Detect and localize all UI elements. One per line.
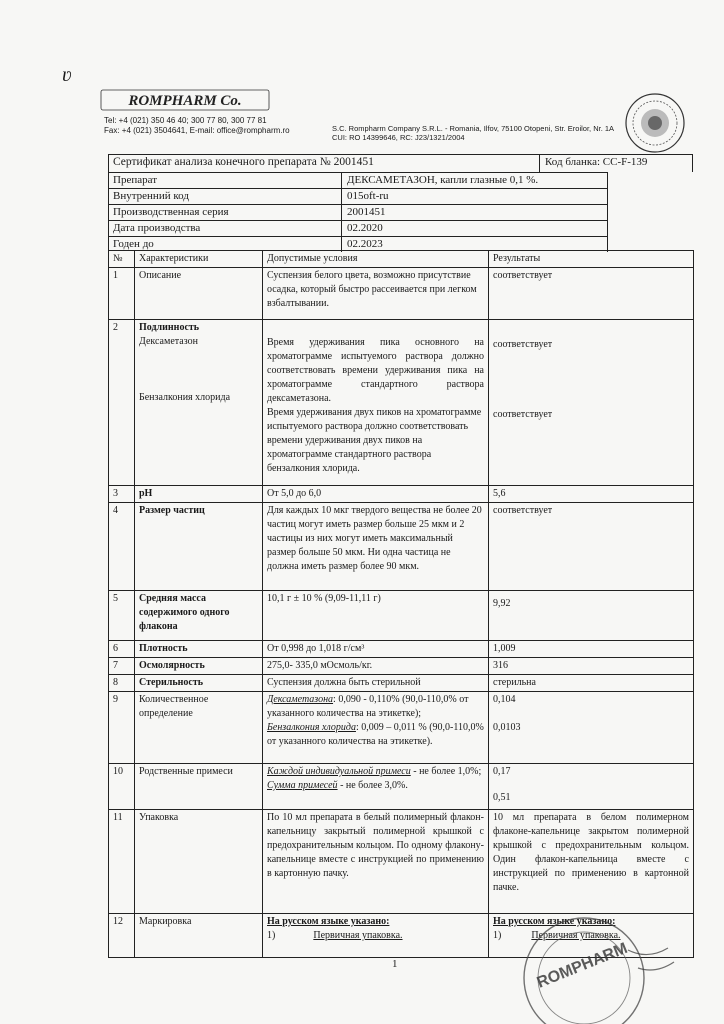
table-row (109, 486, 694, 503)
header-num: № (109, 251, 135, 268)
contact-line: Tel: +4 (021) 350 46 40; 300 77 80, 300 77 81 (104, 116, 267, 125)
analysis-table (108, 250, 694, 958)
field-label: Годен до (113, 238, 154, 250)
row-result (489, 692, 694, 764)
company-logo (100, 86, 270, 112)
row-cond-part (267, 693, 484, 721)
form-code: Код бланка: CC-F-139 (545, 156, 648, 168)
company-info (332, 124, 614, 142)
row-cond-part: Время удерживания двух пиков на хроматограмме испытуемого раствора должно соответствовать времени удерживания двух пиков на хроматограмме стандартного раствора бензалкония хлорида. (267, 407, 482, 474)
row-result: соответствует (489, 268, 694, 320)
row-char: pH (135, 486, 263, 503)
row-num: 1 (109, 268, 135, 320)
cond-label: Бензалкония хлорида (267, 722, 356, 733)
item-num: 1) (267, 930, 276, 941)
cond-item (267, 929, 484, 943)
company-line: CUI: RO 14399646, RC: J23/1321/2004 (332, 133, 465, 142)
company-stamp-icon (508, 910, 684, 1024)
company-line: S.C. Rompharm Company S.R.L. - Romania, Ilfov, 75100 Otopeni, Str. Eroilor, Nr. 1A (332, 124, 615, 133)
row-num: 10 (109, 764, 135, 810)
row-cond (263, 320, 489, 486)
row-num: 7 (109, 658, 135, 675)
field-label: Препарат (113, 174, 157, 186)
row-num: 5 (109, 591, 135, 641)
row-num: 9 (109, 692, 135, 764)
contact-info (104, 116, 290, 136)
certificate-title: Сертификат анализа конечного препарата № 2001451 (113, 156, 374, 168)
row-cond: От 5,0 до 6,0 (263, 486, 489, 503)
cond-heading: На русском языке указано: (267, 916, 390, 927)
logo-text: ROMPHARM Co. (128, 93, 242, 109)
row-cond (263, 764, 489, 810)
row-cond: 10,1 г ± 10 % (9,09-11,11 г) (263, 591, 489, 641)
cond-text: : 0,009 – 0,011 % (90,0-110,0% от указанного количества на этикетке). (267, 722, 484, 747)
row-char: Размер частиц (135, 503, 263, 591)
row-cond: Для каждых 10 мкг твердого вещества не более 20 частиц могут иметь размер больше 25 мкм и 2 частицы из них могут иметь максимальный размер больше 50 мкм. Ни одна частица не должна иметь размер более 90 мкм. (263, 503, 489, 591)
table-row (109, 320, 694, 486)
row-result: 10 мл препарата в белом полимерном флаконе-капельнице закрытом полимерной крышкой с предохранительным кольцом. Один флакон-капельница вместе с инструкцией по применению в картонной пачке. (489, 810, 694, 914)
row-num: 2 (109, 320, 135, 486)
item-num: 1) (493, 930, 502, 941)
result-heading: На русском языке указано: (493, 916, 616, 927)
table-header-row (109, 251, 694, 268)
cond-label: Каждой индивидуальной примеси (267, 766, 411, 777)
row-result-part: 0,104 (493, 694, 516, 705)
item-text: Первичная упаковка. (531, 930, 621, 941)
field-label: Внутренний код (113, 190, 189, 202)
table-row (109, 268, 694, 320)
row-result: 5,6 (489, 486, 694, 503)
table-row (109, 675, 694, 692)
row-num: 4 (109, 503, 135, 591)
field-value: 2001451 (347, 206, 386, 218)
row-cond (263, 914, 489, 958)
row-char: Стерильность (135, 675, 263, 692)
row-num: 8 (109, 675, 135, 692)
contact-line: Fax: +4 (021) 3504641, E-mail: office@rompharm.ro (104, 126, 290, 135)
row-result: 9,92 (489, 591, 694, 641)
row-result-part: соответствует (493, 409, 553, 420)
cond-label: Сумма примесей (267, 780, 338, 791)
row-cond: Суспензия должна быть стерильной (263, 675, 489, 692)
row-cond (263, 692, 489, 764)
row-num: 6 (109, 641, 135, 658)
row-cond-part: Время удерживания пика основного на хроматограмме испытуемого раствора должно соответствовать времени удерживания пика на хроматограмме стандартного раствора дексаметазона. (267, 337, 484, 404)
row-num: 3 (109, 486, 135, 503)
row-num: 12 (109, 914, 135, 958)
field-value: ДЕКСАМЕТАЗОН, капли глазные 0,1 %. (347, 174, 539, 186)
row-result: 1,009 (489, 641, 694, 658)
row-char (135, 320, 263, 486)
row-result (489, 320, 694, 486)
table-row (109, 692, 694, 764)
row-cond-part (267, 765, 484, 779)
field-value: 02.2023 (347, 238, 383, 250)
row-result: стерильна (489, 675, 694, 692)
item-text: Первичная упаковка. (313, 930, 403, 941)
cond-text: - не более 3,0%. (337, 780, 408, 791)
row-char: Маркировка (135, 914, 263, 958)
row-char-sub: Дексаметазон (139, 336, 198, 347)
cond-text: - не более 1,0%; (410, 766, 482, 777)
row-cond: Суспензия белого цвета, возможно присутствие осадка, который быстро рассеивается при легком взбалтывании. (263, 268, 489, 320)
field-label: Дата производства (113, 222, 201, 234)
row-char: Плотность (135, 641, 263, 658)
margin-mark: ʋ (62, 64, 72, 86)
row-char: Родственные примеси (135, 764, 263, 810)
row-cond: 275,0- 335,0 мОсмоль/кг. (263, 658, 489, 675)
row-cond: От 0,998 до 1,018 г/см³ (263, 641, 489, 658)
row-result (489, 764, 694, 810)
row-char: Средняя масса содержимого одного флакона (135, 591, 263, 641)
row-result-part: 0,0103 (493, 722, 521, 733)
row-result: соответствует (489, 503, 694, 591)
row-char: Упаковка (135, 810, 263, 914)
page-number: 1 (392, 958, 398, 970)
row-result-part: 0,51 (493, 792, 511, 803)
table-row (109, 764, 694, 810)
row-result: 316 (489, 658, 694, 675)
row-num: 11 (109, 810, 135, 914)
table-row (109, 591, 694, 641)
row-cond: По 10 мл препарата в белый полимерный флакон-капельницу закрытый полимерной крышкой с предохранительным кольцом. По одному флакону-капельнице вместе с инструкцией по применению в картонную пачку. (263, 810, 489, 914)
row-result-part: 0,17 (493, 766, 511, 777)
row-cond-part (267, 721, 484, 749)
cond-text: : 0,090 - 0,110% (90,0-110,0% от указанного количества на этикетке); (267, 694, 469, 719)
row-char: Осмолярность (135, 658, 263, 675)
table-row (109, 503, 694, 591)
table-row (109, 641, 694, 658)
field-value: 02.2020 (347, 222, 383, 234)
row-result-part: соответствует (493, 339, 553, 350)
table-row (109, 810, 694, 914)
field-value: 015oft-ru (347, 190, 389, 202)
cond-label: Дексаметазона (267, 694, 334, 705)
row-char: Количественное определение (135, 692, 263, 764)
stamp-text: ROMPHARM (534, 939, 631, 992)
table-row (109, 658, 694, 675)
header-result: Результаты (489, 251, 694, 268)
header-char: Характеристики (135, 251, 263, 268)
header-cond: Допустимые условия (263, 251, 489, 268)
field-label: Производственная серия (113, 206, 229, 218)
company-seal-icon (624, 92, 686, 154)
row-char-title: Подлинность (139, 322, 200, 333)
row-char: Описание (135, 268, 263, 320)
row-char-sub: Бензалкония хлорида (139, 392, 231, 403)
row-cond-part (267, 779, 484, 793)
